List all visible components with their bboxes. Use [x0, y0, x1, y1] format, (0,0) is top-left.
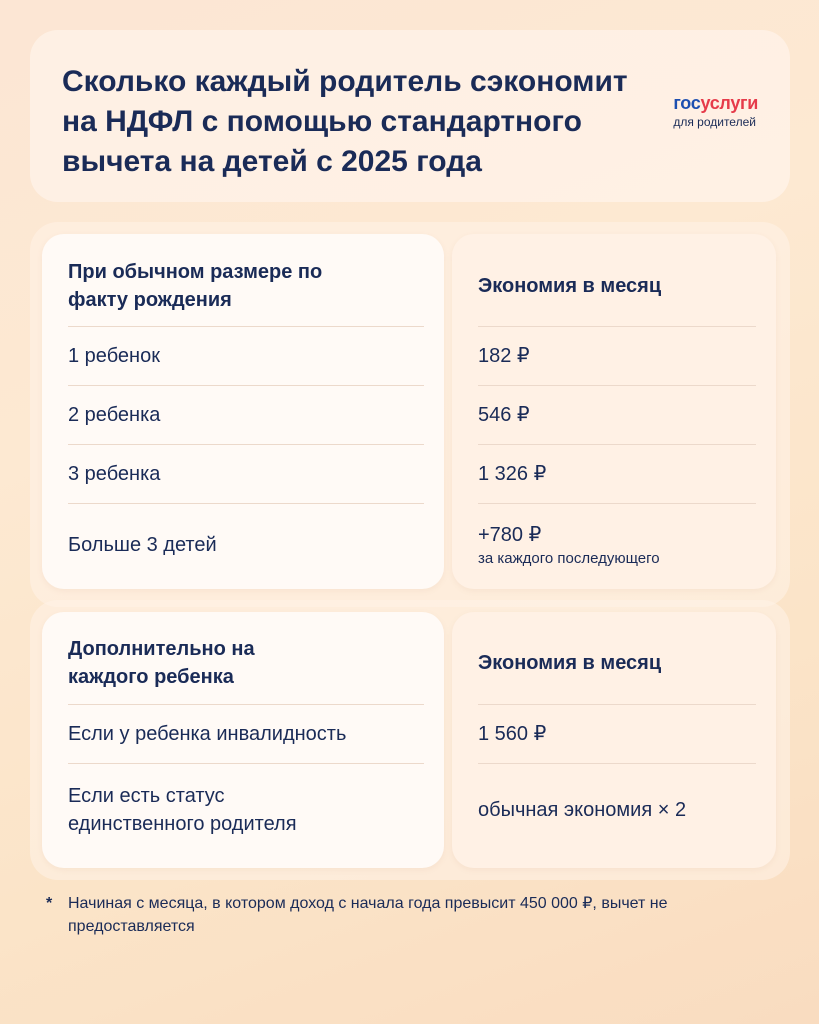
table2-row-1-label: [68, 705, 424, 763]
footnote-asterisk: *: [46, 895, 53, 912]
table1-panel: [30, 222, 790, 607]
table1-row-1-value: [478, 327, 756, 385]
table1-header-right: [478, 254, 756, 318]
page-title: Сколько каждый родитель сэкономит на НДФЛ с помощью стандартного вычета на детей с 2025 года: [62, 65, 628, 178]
logo-gos: гос: [673, 93, 701, 113]
table1-row-3-label: [68, 445, 424, 503]
row-label: 1 ребенок: [68, 345, 160, 367]
table1-row-2-value: [478, 386, 756, 444]
row-label: Если есть статус единственного родителя: [68, 785, 297, 835]
row-label: 2 ребенка: [68, 404, 161, 426]
logo-wordmark: [673, 93, 758, 113]
gosuslugi-logo: [673, 93, 758, 130]
table2-header-right-text: Экономия в месяц: [478, 652, 662, 674]
table1-row-4-value: [478, 504, 756, 586]
table1-header-left: [68, 254, 424, 318]
table2-right-column: [452, 612, 776, 868]
footnote-text: Начиная с месяца, в котором доход с начала года превысит 450 000 ₽, вычет не предоставляется: [68, 895, 668, 935]
row-value-stack: [478, 521, 660, 569]
table2-left-column: [42, 612, 444, 868]
table1-right-column: [452, 234, 776, 589]
logo-uslugi: услуги: [700, 93, 758, 113]
row-label: Больше 3 детей: [68, 534, 217, 556]
footnote: [46, 892, 748, 938]
table1-row-4-label: [68, 504, 424, 586]
row-value-note: за каждого последующего: [478, 550, 660, 567]
row-value: 1 560 ₽: [478, 723, 547, 745]
row-value: 1 326 ₽: [478, 463, 547, 485]
table1-header-left-text: При обычном размере по факту рождения: [68, 261, 323, 311]
table2-header-left: [68, 630, 424, 696]
table1-row-2-label: [68, 386, 424, 444]
row-value: 546 ₽: [478, 404, 530, 426]
row-label: Если у ребенка инвалидность: [68, 723, 347, 745]
table2-row-1-value: [478, 705, 756, 763]
table2-row-2-label: [68, 764, 424, 856]
table1-left-column: [42, 234, 444, 589]
row-value: 182 ₽: [478, 345, 530, 367]
table2-header-left-text: Дополнительно на каждого ребенка: [68, 638, 255, 688]
table1-row-1-label: [68, 327, 424, 385]
row-value: обычная экономия × 2: [478, 799, 687, 821]
table2-row-2-value: [478, 764, 756, 856]
table2-header-right: [478, 630, 756, 696]
row-value: +780 ₽: [478, 524, 542, 546]
table2-panel: [30, 600, 790, 880]
table1-row-3-value: [478, 445, 756, 503]
header-card: [30, 30, 790, 202]
table1-header-right-text: Экономия в месяц: [478, 275, 662, 297]
logo-subtitle: для родителей: [673, 115, 756, 129]
row-label: 3 ребенка: [68, 463, 161, 485]
